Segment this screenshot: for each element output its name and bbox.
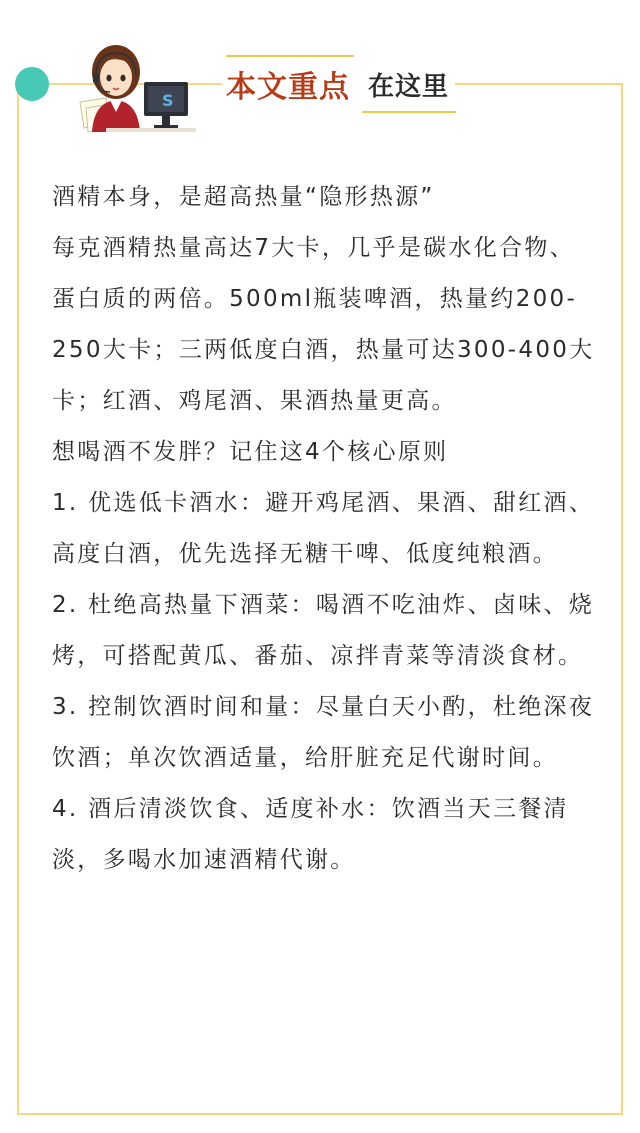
title-sub: 在这里 — [368, 71, 450, 102]
principle-item: 3. 控制饮酒时间和量：尽量白天小酌，杜绝深夜饮酒；单次饮酒适量，给肝脏充足代谢时间。 — [52, 694, 595, 771]
principle-item: 1. 优选低卡酒水：避开鸡尾酒、果酒、甜红酒、高度白酒，优先选择无糖干啤、低度纯粮酒。 — [52, 490, 595, 567]
paragraph-calorie-facts: 每克酒精热量高达7大卡，几乎是碳水化合物、蛋白质的两倍。500ml瓶装啤酒，热量约200-250大卡；三两低度白酒，热量可达300-400大卡；红酒、鸡尾酒、果酒热量更高。 — [52, 235, 595, 414]
title-accent-line — [226, 55, 354, 57]
article-body — [52, 172, 597, 886]
section-title — [222, 58, 455, 110]
customer-service-avatar-icon — [78, 40, 198, 140]
principle-item: 2. 杜绝高热量下酒菜：喝酒不吃油炸、卤味、烧烤，可搭配黄瓜、番茄、凉拌青菜等清淡食材。 — [52, 592, 595, 669]
svg-text:S: S — [162, 91, 174, 110]
paragraph-heading-2: 想喝酒不发胖？记住这4个核心原则 — [52, 439, 449, 465]
paragraph-heading-1: 酒精本身，是超高热量“隐形热源” — [52, 184, 435, 210]
accent-dot-icon — [15, 67, 49, 101]
title-underline — [362, 111, 456, 113]
principle-item: 4. 酒后清淡饮食、适度补水：饮酒当天三餐清淡，多喝水加速酒精代谢。 — [52, 796, 569, 873]
title-main: 本文重点 — [226, 70, 350, 105]
